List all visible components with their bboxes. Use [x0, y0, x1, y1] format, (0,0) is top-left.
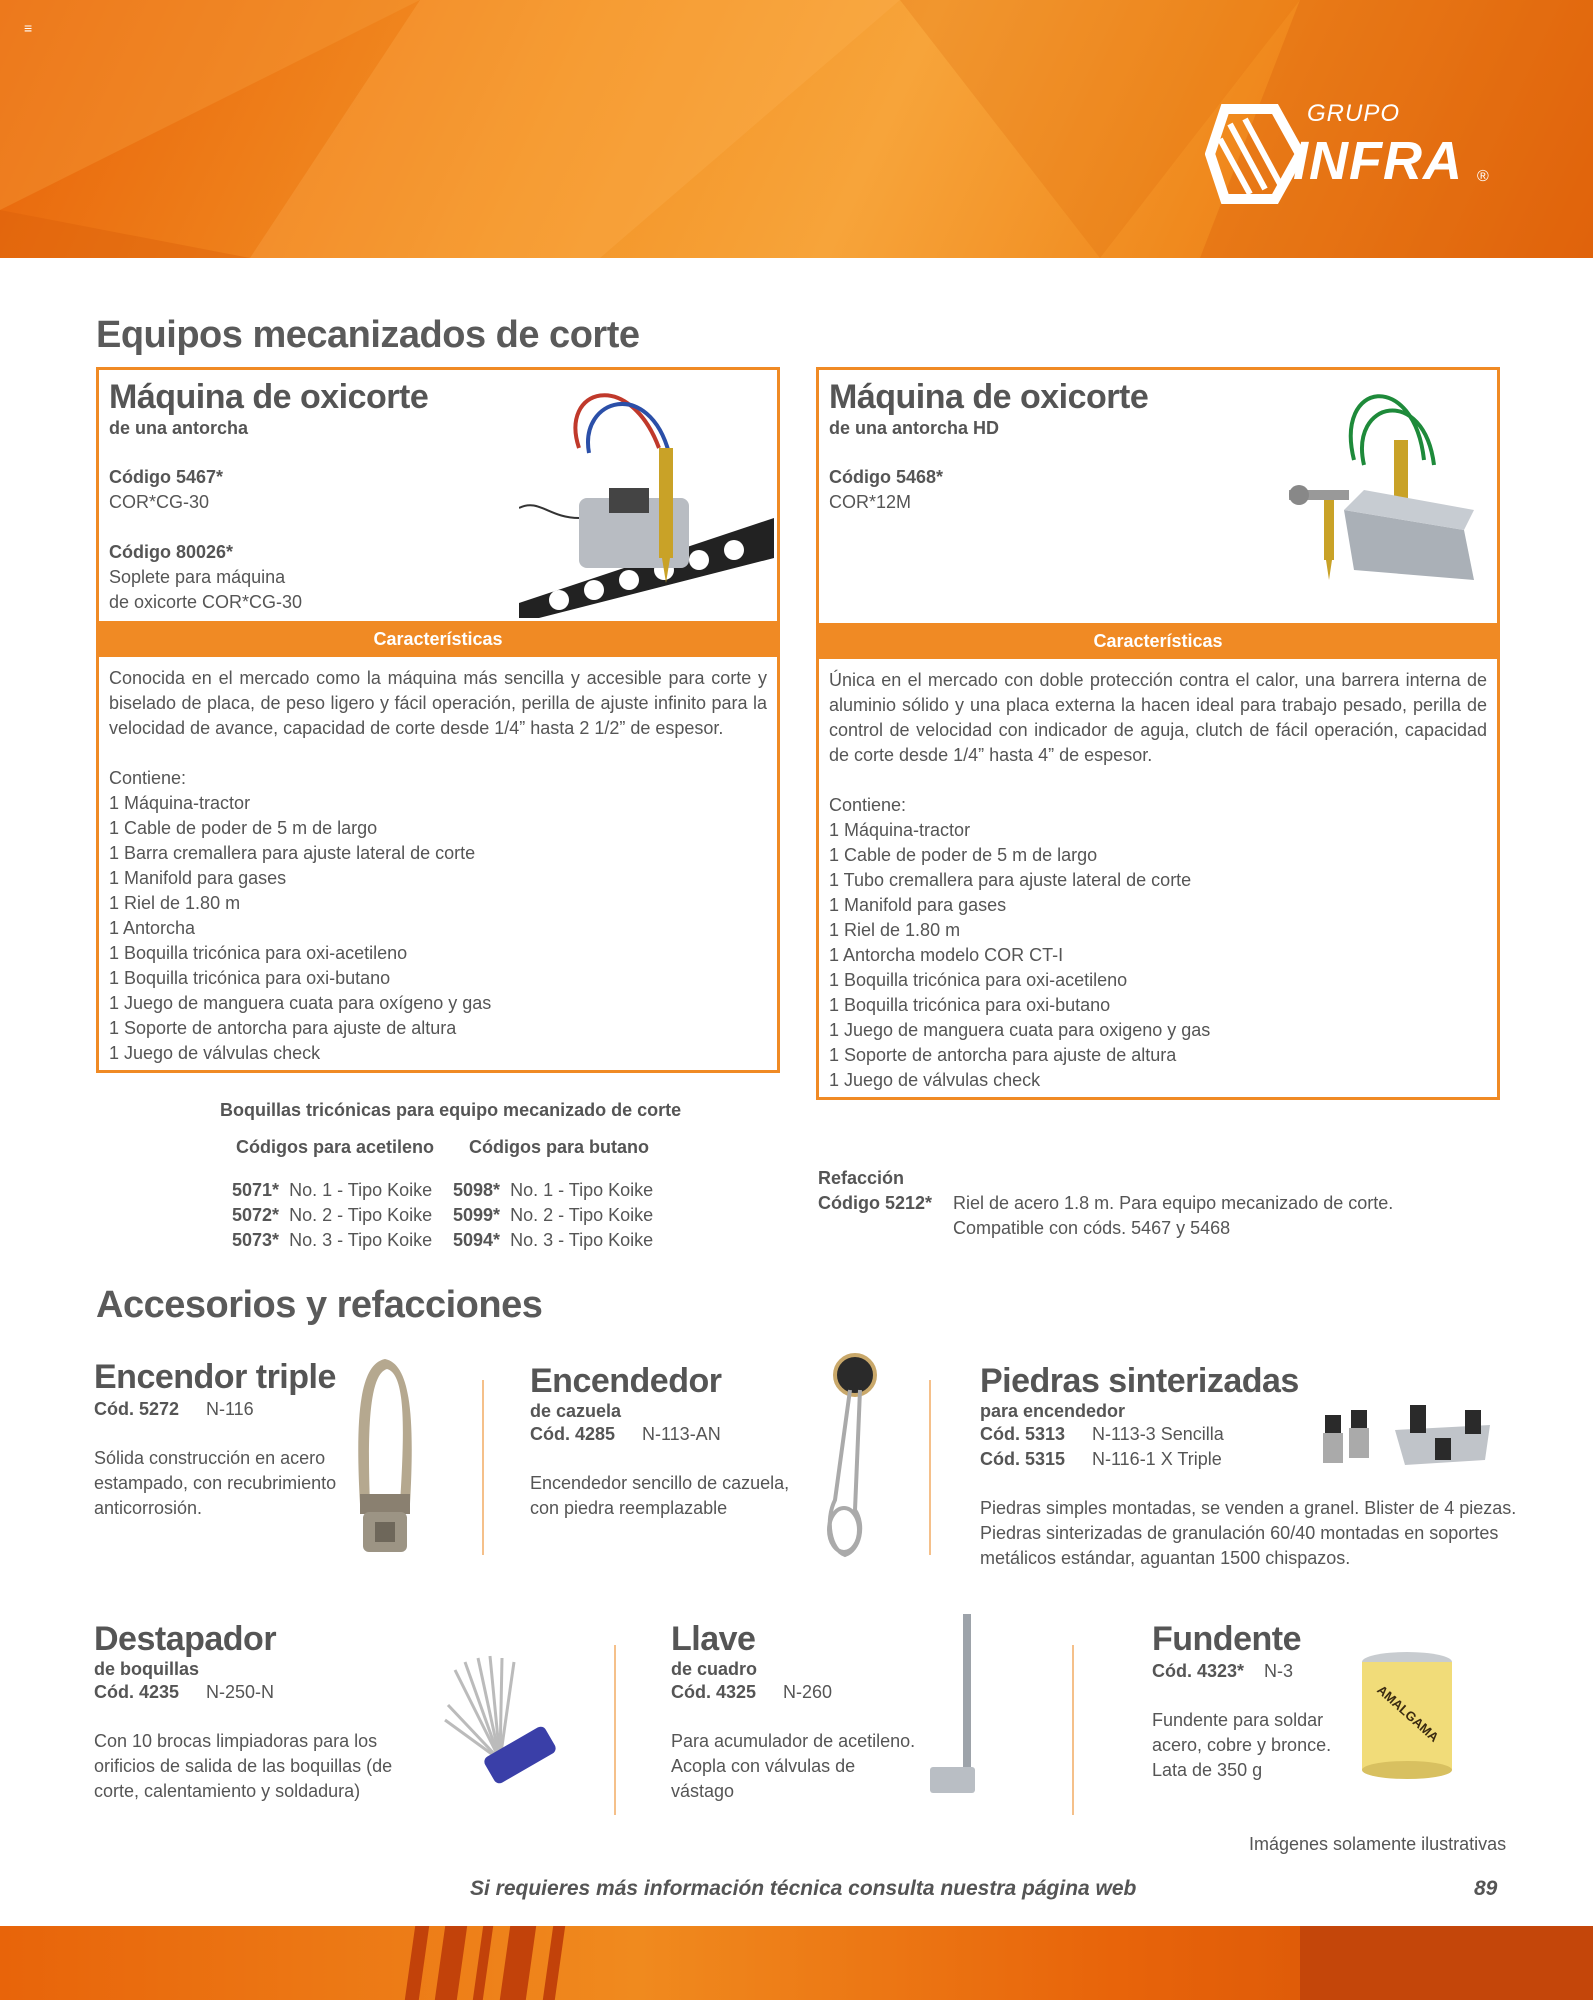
text-line: anticorrosión. [94, 1498, 203, 1518]
column-header-acetileno: Códigos para acetileno [236, 1137, 435, 1157]
model-number: N-260 [783, 1682, 833, 1702]
list-item: 1 Soporte de antorcha para ajuste de altura [829, 1045, 1177, 1065]
code-label: Código 5468* [829, 467, 944, 487]
divider [929, 1380, 931, 1555]
boquilla-desc: No. 2 - Tipo Koike [289, 1205, 433, 1225]
text-line: metálicos estándar, aguantan 1500 chispazos. [980, 1548, 1351, 1568]
accessory-encendedor [530, 1362, 830, 1521]
logo-registered-mark: ® [1477, 168, 1489, 185]
llave-cuadro-image [925, 1612, 985, 1802]
list-item: 1 Máquina-tractor [109, 793, 251, 813]
list-item: 1 Riel de 1.80 m [109, 893, 241, 913]
text-line: Piedras sinterizadas de granulación 60/40 montadas en soportes [980, 1523, 1499, 1543]
model-number: N-113-AN [642, 1424, 721, 1444]
section-title-accesorios: Accesorios y refacciones [96, 1284, 543, 1326]
accessory-description [671, 1729, 941, 1804]
accessory-fundente [1152, 1620, 1352, 1783]
boquilla-code: 5071* [232, 1180, 280, 1200]
table-row [232, 1228, 432, 1253]
accessory-description [94, 1729, 404, 1804]
code-label: Cód. 4235 [94, 1682, 180, 1702]
boquilla-desc: No. 3 - Tipo Koike [510, 1230, 654, 1250]
text-line: estampado, con recubrimiento [94, 1473, 337, 1493]
accessory-code [1152, 1659, 1352, 1684]
refaccion-block [818, 1166, 1394, 1238]
accessory-description [94, 1446, 354, 1521]
product-description: Única en el mercado con doble protección contra el calor, una barrera interna de aluminio sólido y una placa externa la hacen ideal para trabajo pesado, perilla de control de velocidad con indicador de aguja, clutch de fácil operación, capacidad de corte desde 1/4” hasta 4” de espesor. [829, 670, 1487, 765]
column-header-butano: Códigos para butano [469, 1137, 649, 1157]
footer-stripe [543, 1926, 565, 2000]
code-label: Cód. 5313 [980, 1424, 1066, 1444]
table-row [453, 1178, 653, 1203]
accessory-llave [671, 1620, 941, 1804]
refaccion-desc: Riel de acero 1.8 m. Para equipo mecanizado de corte. [953, 1193, 1394, 1213]
butano-column [453, 1178, 653, 1253]
footer-stripe [473, 1926, 493, 2000]
text-line: Lata de 350 g [1152, 1760, 1263, 1780]
accessory-subtitle: para encendedor [980, 1401, 1126, 1421]
contains-label: Contiene: [109, 768, 187, 788]
accessory-description [1152, 1708, 1352, 1783]
list-item: 1 Antorcha [109, 918, 196, 938]
oxicorte-hd-machine-image [1274, 380, 1489, 600]
divider [614, 1645, 616, 1815]
grupo-infra-logo [1205, 100, 1505, 210]
accessory-code [671, 1680, 941, 1705]
text-line: Para acumulador de acetileno. [671, 1731, 916, 1751]
list-item: 1 Boquilla tricónica para oxi-acetileno [829, 970, 1128, 990]
table-row [453, 1203, 653, 1228]
model-number: N-116 [206, 1399, 254, 1419]
divider [482, 1380, 484, 1555]
footer-info-link[interactable]: Si requieres más información técnica consulta nuestra página web [470, 1877, 1137, 1900]
text-line: Piedras simples montadas, se venden a granel. Blister de 4 piezas. [980, 1498, 1517, 1518]
boquilla-code: 5073* [232, 1230, 280, 1250]
header-banner [0, 0, 1593, 258]
contains-list [109, 766, 491, 1066]
accessory-destapador [94, 1620, 404, 1804]
oxicorte-machine-image [519, 378, 774, 618]
infra-logo-mark-icon [1205, 104, 1305, 204]
text-line: Sólida construcción en acero [94, 1448, 326, 1468]
list-item: 1 Juego de manguera cuata para oxigeno y gas [829, 1020, 1211, 1040]
contains-list [829, 793, 1210, 1093]
boquillas-title: Boquillas tricónicas para equipo mecanizado de corte [220, 1100, 682, 1120]
text-line: acero, cobre y bronce. [1152, 1735, 1332, 1755]
product-codes [109, 465, 302, 615]
table-row [232, 1203, 432, 1228]
footer-stripe [435, 1926, 467, 2000]
code-label: Cód. 5315 [980, 1449, 1066, 1469]
text-line: Acopla con válvulas de [671, 1756, 856, 1776]
accessory-code [530, 1422, 830, 1447]
accessory-name: Destapador [94, 1620, 277, 1658]
list-item: 1 Cable de poder de 5 m de largo [829, 845, 1098, 865]
boquilla-desc: No. 1 - Tipo Koike [510, 1180, 654, 1200]
list-item: 1 Máquina-tractor [829, 820, 971, 840]
boquilla-code: 5094* [453, 1230, 501, 1250]
accessory-name: Encendedor [530, 1362, 722, 1400]
list-item: 1 Boquilla tricónica para oxi-butano [109, 968, 391, 988]
refaccion-desc: Compatible con códs. 5467 y 5468 [953, 1218, 1231, 1238]
code-label: Cód. 4325 [671, 1682, 757, 1702]
code-value: COR*12M [829, 492, 912, 512]
product-card-5468 [816, 367, 1500, 1100]
divider [1072, 1645, 1074, 1815]
accessory-subtitle: de cuadro [671, 1659, 758, 1679]
product-title: Máquina de oxicorte [109, 378, 429, 416]
footer-band [0, 1926, 1593, 2000]
code-label: Cód. 4323* [1152, 1661, 1245, 1681]
logo-infra-text: INFRA [1293, 131, 1463, 191]
code-label: Código 5467* [109, 467, 224, 487]
list-item: 1 Boquilla tricónica para oxi-butano [829, 995, 1111, 1015]
table-row [232, 1178, 432, 1203]
boquilla-desc: No. 2 - Tipo Koike [510, 1205, 654, 1225]
can-label: AMALGAMA [1374, 1682, 1442, 1745]
text-line: corte, calentamiento y soldadura) [94, 1781, 361, 1801]
accessory-code [94, 1397, 354, 1422]
refaccion-code: Código 5212* [818, 1193, 933, 1213]
accessory-description [530, 1471, 830, 1521]
text-line: Encendedor sencillo de cazuela, [530, 1473, 790, 1493]
list-item: 1 Antorcha modelo COR CT-I [829, 945, 1064, 965]
list-item: 1 Juego de manguera cuata para oxígeno y gas [109, 993, 492, 1013]
list-item: 1 Juego de válvulas check [829, 1070, 1041, 1090]
product-title: Máquina de oxicorte [829, 378, 1149, 416]
text-line: Con 10 brocas limpiadoras para los [94, 1731, 378, 1751]
encendor-triple-image [345, 1354, 420, 1559]
list-item: 1 Soporte de antorcha para ajuste de altura [109, 1018, 457, 1038]
code-label: Código 80026* [109, 542, 234, 562]
acetileno-column [232, 1178, 432, 1253]
encendedor-cazuela-image [800, 1350, 890, 1560]
list-item: 1 Juego de válvulas check [109, 1043, 321, 1063]
text-line: Fundente para soldar [1152, 1710, 1324, 1730]
code-value: COR*CG-30 [109, 492, 210, 512]
accessory-name: Encendor triple [94, 1358, 336, 1396]
code-desc: de oxicorte COR*CG-30 [109, 592, 303, 612]
accessory-subtitle: de boquillas [94, 1659, 200, 1679]
accessory-name: Llave [671, 1620, 756, 1658]
destapador-image [440, 1650, 560, 1800]
section-title-equipos: Equipos mecanizados de corte [96, 314, 640, 356]
product-subtitle: de una antorcha [109, 418, 249, 438]
illustrative-note: Imágenes solamente ilustrativas [1249, 1834, 1507, 1854]
fundente-can-image [1360, 1650, 1455, 1780]
boquilla-desc: No. 1 - Tipo Koike [289, 1180, 433, 1200]
accessory-encendor-triple [94, 1358, 354, 1521]
piedras-image [1320, 1390, 1495, 1480]
product-subtitle: de una antorcha HD [829, 418, 1000, 438]
page-number: 89 [1474, 1877, 1498, 1900]
menu-icon[interactable]: ≡ [24, 20, 33, 36]
accessory-name: Fundente [1152, 1620, 1301, 1658]
footer-stripe [405, 1926, 429, 2000]
accessory-code [94, 1680, 404, 1705]
code-label: Cód. 5272 [94, 1399, 180, 1419]
code-desc: Soplete para máquina [109, 567, 286, 587]
text-line: vástago [671, 1781, 735, 1801]
model-number: N-113-3 Sencilla [1092, 1424, 1224, 1444]
logo-grupo-text: GRUPO [1307, 100, 1401, 127]
boquilla-desc: No. 3 - Tipo Koike [289, 1230, 433, 1250]
list-item: 1 Riel de 1.80 m [829, 920, 961, 940]
boquilla-code: 5098* [453, 1180, 501, 1200]
characteristics-bar: Características [99, 621, 777, 657]
footer-stripe [500, 1926, 536, 2000]
list-item: 1 Manifold para gases [829, 895, 1007, 915]
footer-stripe [1300, 1926, 1593, 2000]
text-line: orificios de salida de las boquillas (de [94, 1756, 393, 1776]
product-codes [829, 465, 943, 515]
product-card-5467 [96, 367, 780, 1073]
product-description: Conocida en el mercado como la máquina más sencilla y accesible para corte y biselado de placa, de peso ligero y fácil operación, perilla de ajuste infinito para la velocidad de avance, capacidad de corte desde 1/4” hasta 2 1/2” de espesor. [109, 668, 767, 738]
model-number: N-250-N [206, 1682, 275, 1702]
list-item: 1 Manifold para gases [109, 868, 287, 888]
text-line: con piedra reemplazable [530, 1498, 728, 1518]
list-item: 1 Barra cremallera para ajuste lateral de corte [109, 843, 476, 863]
list-item: 1 Cable de poder de 5 m de largo [109, 818, 378, 838]
model-number: N-116-1 X Triple [1092, 1449, 1222, 1469]
characteristics-bar: Características [819, 623, 1497, 659]
list-item: 1 Boquilla tricónica para oxi-acetileno [109, 943, 408, 963]
boquilla-code: 5099* [453, 1205, 501, 1225]
accessory-subtitle: de cazuela [530, 1401, 622, 1421]
boquilla-code: 5072* [232, 1205, 280, 1225]
accessory-name: Piedras sinterizadas [980, 1362, 1299, 1400]
code-label: Cód. 4285 [530, 1424, 616, 1444]
list-item: 1 Tubo cremallera para ajuste lateral de corte [829, 870, 1192, 890]
refaccion-label: Refacción [818, 1168, 905, 1188]
contains-label: Contiene: [829, 795, 907, 815]
model-number: N-3 [1264, 1661, 1294, 1681]
accessory-description [980, 1496, 1517, 1571]
table-row [453, 1228, 653, 1253]
